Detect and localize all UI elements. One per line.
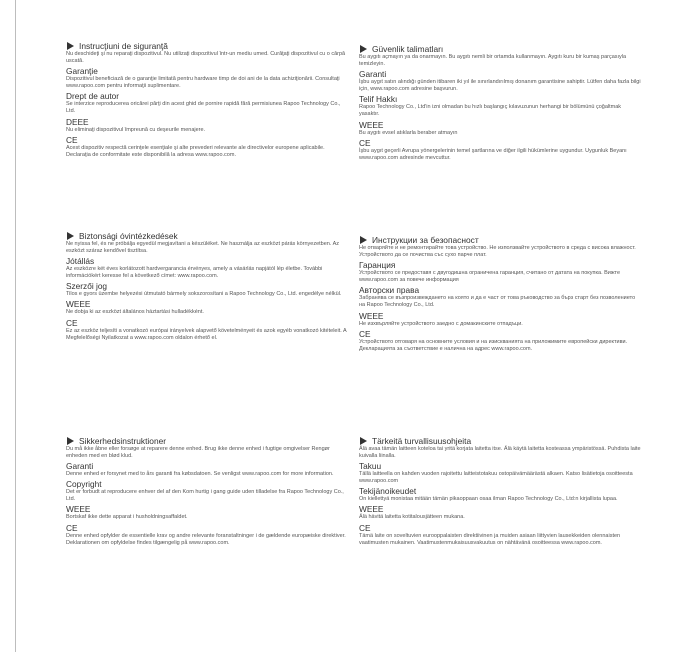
triangle-bullet-icon — [67, 232, 74, 240]
section-title — [359, 436, 642, 446]
section-hu — [66, 231, 349, 342]
section-title-text: Tärkeitä turvallisuusohjeita — [372, 436, 472, 446]
section-ro — [66, 41, 349, 159]
section-title — [66, 436, 349, 446]
subsection-text: Ne dobja ki az eszközt általános háztartási hulladékként. — [66, 309, 204, 316]
subsection-heading: WEEE — [359, 504, 384, 515]
subsection-text: Se interzice reproducerea oricărei părţi din acest ghid de pornire rapidă fără permisiunea Rapoo Technology Co., Ltd. — [66, 101, 341, 115]
subsection-heading: Tekijänoikeudet — [359, 486, 417, 497]
page-border-line — [15, 0, 16, 652]
subsection-heading: Takuu — [359, 461, 382, 472]
subsection-text: Tilos e gyors üzembe helyezési útmutató bármely sokszorosítani a Rapoo Technology Co., Ltd. engedélye nélkül. — [66, 291, 342, 298]
triangle-bullet-icon — [67, 42, 74, 50]
subsection-text: Nu eliminaţi dispozitivul împreună cu deşeurile menajere. — [66, 126, 206, 133]
subsection-heading: CE — [66, 317, 78, 328]
subsection-heading: Гаранция — [359, 260, 396, 271]
subsection-text: Устройството отговаря на основните условия и на изискванията на приложимите европейски директиви. Декларацията за съответствие е налична на адрес www.rapoo.com. — [359, 338, 628, 352]
subsection-text: Denne enhed er forsynet med to års garanti fra købsdatoen. Se venligst www.rapoo.com for more information. — [66, 471, 334, 478]
subsection-heading: Garanti — [66, 461, 94, 472]
subsection-heading: WEEE — [66, 504, 91, 515]
section-fi — [359, 436, 642, 547]
subsection-text: İşbu aygıt satın alındığı günden itibaren iki yıl ile sınırlandırılmış donanım garantisine sahiptir. Lütfen daha fazla bilgi için, www.rapoo.com adresine başvurun. — [359, 79, 641, 93]
section-title-text: Инструкции за безопасност — [372, 235, 479, 245]
section-intro: Bu aygıtı açmayın ya da onarmayın. Bu aygıtı nemli bir ortamda kullanmayın. Aygıtı kuru bir kumaş parçasıyla temizleyin. — [359, 54, 627, 68]
section-intro: Ne nyissa fel, és ne próbálja egyedül megjavítani a készüléket. Ne használja az eszközt párás környezetben. Az eszközt száraz kendővel tisztítsa. — [66, 241, 340, 255]
subsection-heading: Copyright — [66, 479, 102, 490]
subsection-text: Не изхвърляйте устройството заедно с домакинските отпадъци. — [359, 320, 523, 327]
section-da — [66, 436, 349, 547]
subsection-heading: Jótállás — [66, 256, 95, 267]
section-intro: Nu deschideţi şi nu reparaţi dispozitivul. Nu utilizaţi dispozitivul într-un mediu umed. Curăţaţi dispozitivul cu o cârpă uscată. — [66, 51, 346, 65]
subsection-text: Rapoo Technology Co., Ltd'in izni olmadan bu hızlı başlangıç kılavuzunun herhangi bir bölümünü çoğaltmak yasaktır. — [359, 104, 622, 118]
subsection-heading: DEEE — [66, 116, 89, 127]
subsection-text: Tällä laitteella on kahden vuoden rajoitettu laitteistotakuu ostopäivämäärästä alkaen. Katso lisätietoja osoitteesta www.rapoo.com — [359, 471, 633, 485]
subsection-heading: Авторски права — [359, 285, 420, 296]
subsection-text: Устройството се предоставя с двугодишна ограничена гаранция, считано от датата на покупка. Вижте www.rapoo.com за повече информация — [359, 270, 621, 284]
section-title — [359, 44, 642, 54]
section-title — [66, 41, 349, 51]
subsection-heading: CE — [66, 134, 78, 145]
subsection-text: Az eszközre két éves korlátozott hardvergarancia érvényes, amely a vásárlás napjától lép életbe. További információkért keresse fel a következő címet: www.rapoo.com. — [66, 266, 323, 280]
section-intro: Älä avaa tämän laitteen koteloa tai yritä korjata laitetta itse. Älä käytä laitetta kosteassa ympäristössä. Puhdista laite kuivalla liinalla. — [359, 446, 641, 460]
subsection-text: Tämä laite on soveltuvien eurooppalaisten direktiivinen ja muiden asiaan liittyvien lausekkeiden olennaisten vaatimusten mukainen. Vaatimustenmukaisuusvakuutus on nähtävänä osoitteessa www.rapoo.com. — [359, 532, 621, 546]
subsection-text: Bu aygıtı evsel atıklarla beraber atmayın — [359, 129, 458, 136]
section-title — [359, 235, 642, 245]
section-title-text: Instrucţiuni de siguranţă — [79, 41, 168, 51]
section-bg — [359, 235, 642, 353]
subsection-text: Acest dispozitiv respectă cerinţele esenţiale şi alte prevederi relevante ale directivelor europene aplicabile. Declaraţia de conformitate este disponibilă la adresa www.rapoo.com. — [66, 144, 325, 158]
subsection-text: Bortskaf ikke dette apparat i husholdningsaffaldet. — [66, 514, 188, 521]
section-title-text: Biztonsági óvintézkedések — [79, 231, 178, 241]
section-title-text: Sikkerhedsinstruktioner — [79, 436, 167, 446]
subsection-heading: WEEE — [359, 310, 384, 321]
subsection-heading: Telif Hakkı — [359, 94, 398, 105]
subsection-heading: Garanţie — [66, 66, 98, 77]
subsection-heading: CE — [359, 522, 371, 533]
subsection-heading: Drept de autor — [66, 91, 120, 102]
triangle-bullet-icon — [360, 236, 367, 244]
triangle-bullet-icon — [360, 45, 367, 53]
subsection-text: Ez az eszköz teljesíti a vonatkozó európai irányelvek alapvető követelményeit és azok egyéb vonatkozó kitételeit. A Megfelelőségi Nyilatkozat a www.rapoo.com oldalon érhető el. — [66, 327, 347, 341]
triangle-bullet-icon — [67, 437, 74, 445]
subsection-text: Älä hävitä laitetta kotitalousjätteen mukana. — [359, 514, 465, 521]
section-title-text: Güvenlik talimatları — [372, 44, 444, 54]
section-intro: Du må ikke åbne eller forsøge at reparere denne enhed. Brug ikke denne enhed i fugtige omgivelser Rengør enheden med en blød klud. — [66, 446, 330, 460]
section-tr — [359, 44, 642, 162]
subsection-text: Det er forbudt at reproducere enhver del af den Kom hurtig i gang guide uden tilladelse fra Rapoo Technology Co., Ltd. — [66, 489, 344, 503]
subsection-text: On kiellettyä monistaa mitään tämän pikaoppaan osaa ilman Rapoo Technology Co., Ltd:n kirjallista lupaa. — [359, 496, 618, 503]
section-title — [66, 231, 349, 241]
subsection-text: Denne enhed opfylder de essentielle krav og andre relevante foranstaltninger i de gældende europæiske direktiver. Deklarationen om opfyldelse findes tilgængelig på www.rapoo.com. — [66, 532, 346, 546]
subsection-text: Dispozitivul beneficiază de o garanţie limitată pentru hardware timp de doi ani de la data achiziţionării. Consultaţi www.rapoo.com pentru informaţii suplimentare. — [66, 76, 340, 90]
subsection-heading: CE — [359, 137, 371, 148]
subsection-heading: WEEE — [66, 299, 91, 310]
subsection-heading: Garanti — [359, 69, 387, 80]
subsection-text: İşbu aygıt geçerli Avrupa yönergelerinin temel şartlarına ve diğer ilgili hükümlerine uygundur. Uygunluk Beyanı www.rapoo.com adresinde mevcuttur. — [359, 147, 627, 161]
triangle-bullet-icon — [360, 437, 367, 445]
subsection-heading: Szerzői jog — [66, 281, 108, 292]
subsection-text: Забранява се възпроизвеждането на която и да е част от това ръководство за бърз старт без позволението на Rapoo Technology Co., Ltd. — [359, 295, 636, 309]
section-intro: Не отваряйте и не ремонтирайте това устройство. Не използвайте устройството в среда с висока влажност. Устройството да се почиства със сухо парче плат. — [359, 245, 636, 259]
subsection-heading: CE — [359, 328, 371, 339]
subsection-heading: WEEE — [359, 119, 384, 130]
subsection-heading: CE — [66, 522, 78, 533]
